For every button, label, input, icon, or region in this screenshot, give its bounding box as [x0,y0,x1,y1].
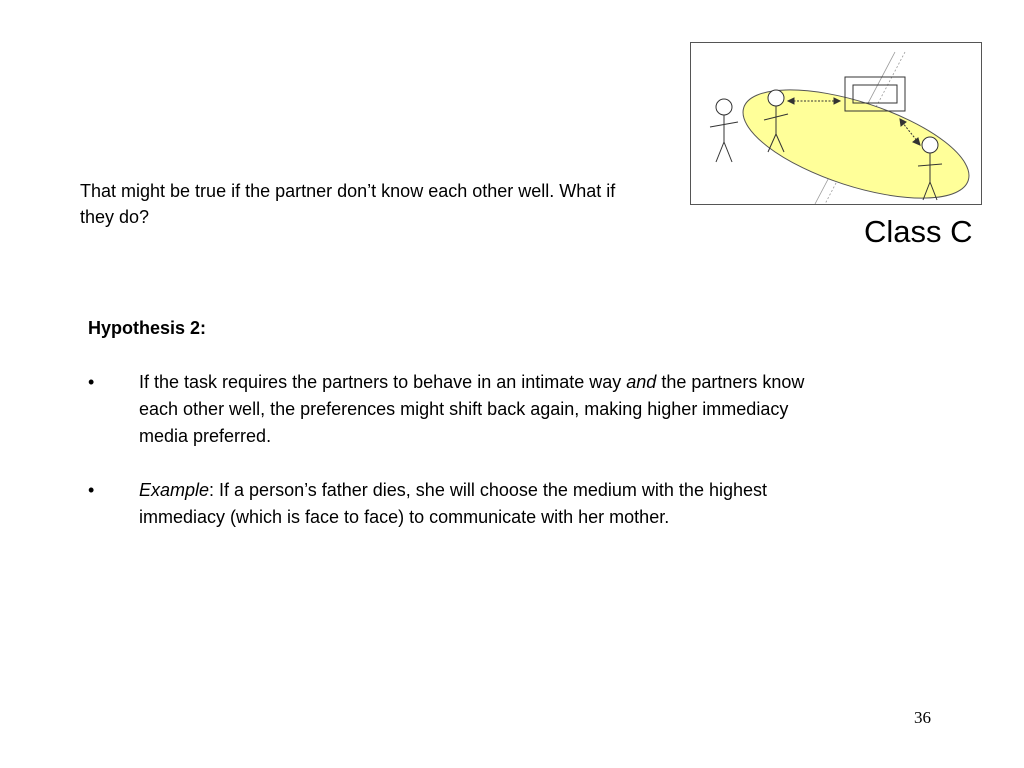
intro-text: That might be true if the partner don’t know each other well. What if they do? [80,181,616,227]
hypothesis-title: Hypothesis 2: [88,318,207,338]
bullet-text: If the task requires the partners to behave in an intimate way [139,372,627,392]
hypothesis-bullets [88,369,818,558]
bullet-lead: Example [139,480,210,500]
bullet-marker: • [88,480,95,500]
bullet-item [88,477,818,531]
diagram-label: Class C [864,214,973,249]
bullet-text: : If a person’s father dies, she will choose the medium with the highest immediacy (which is face to face) to communicate with her mother. [139,480,767,527]
bullet-item [88,369,818,450]
bullet-marker: • [88,372,95,392]
class-c-diagram [690,42,982,205]
bullet-tail: the partners know each other well, the preferences might shift back again, making higher immediacy media preferred. [139,372,805,446]
bullet-emphasis: and [626,372,657,392]
page-number: 36 [914,708,931,727]
